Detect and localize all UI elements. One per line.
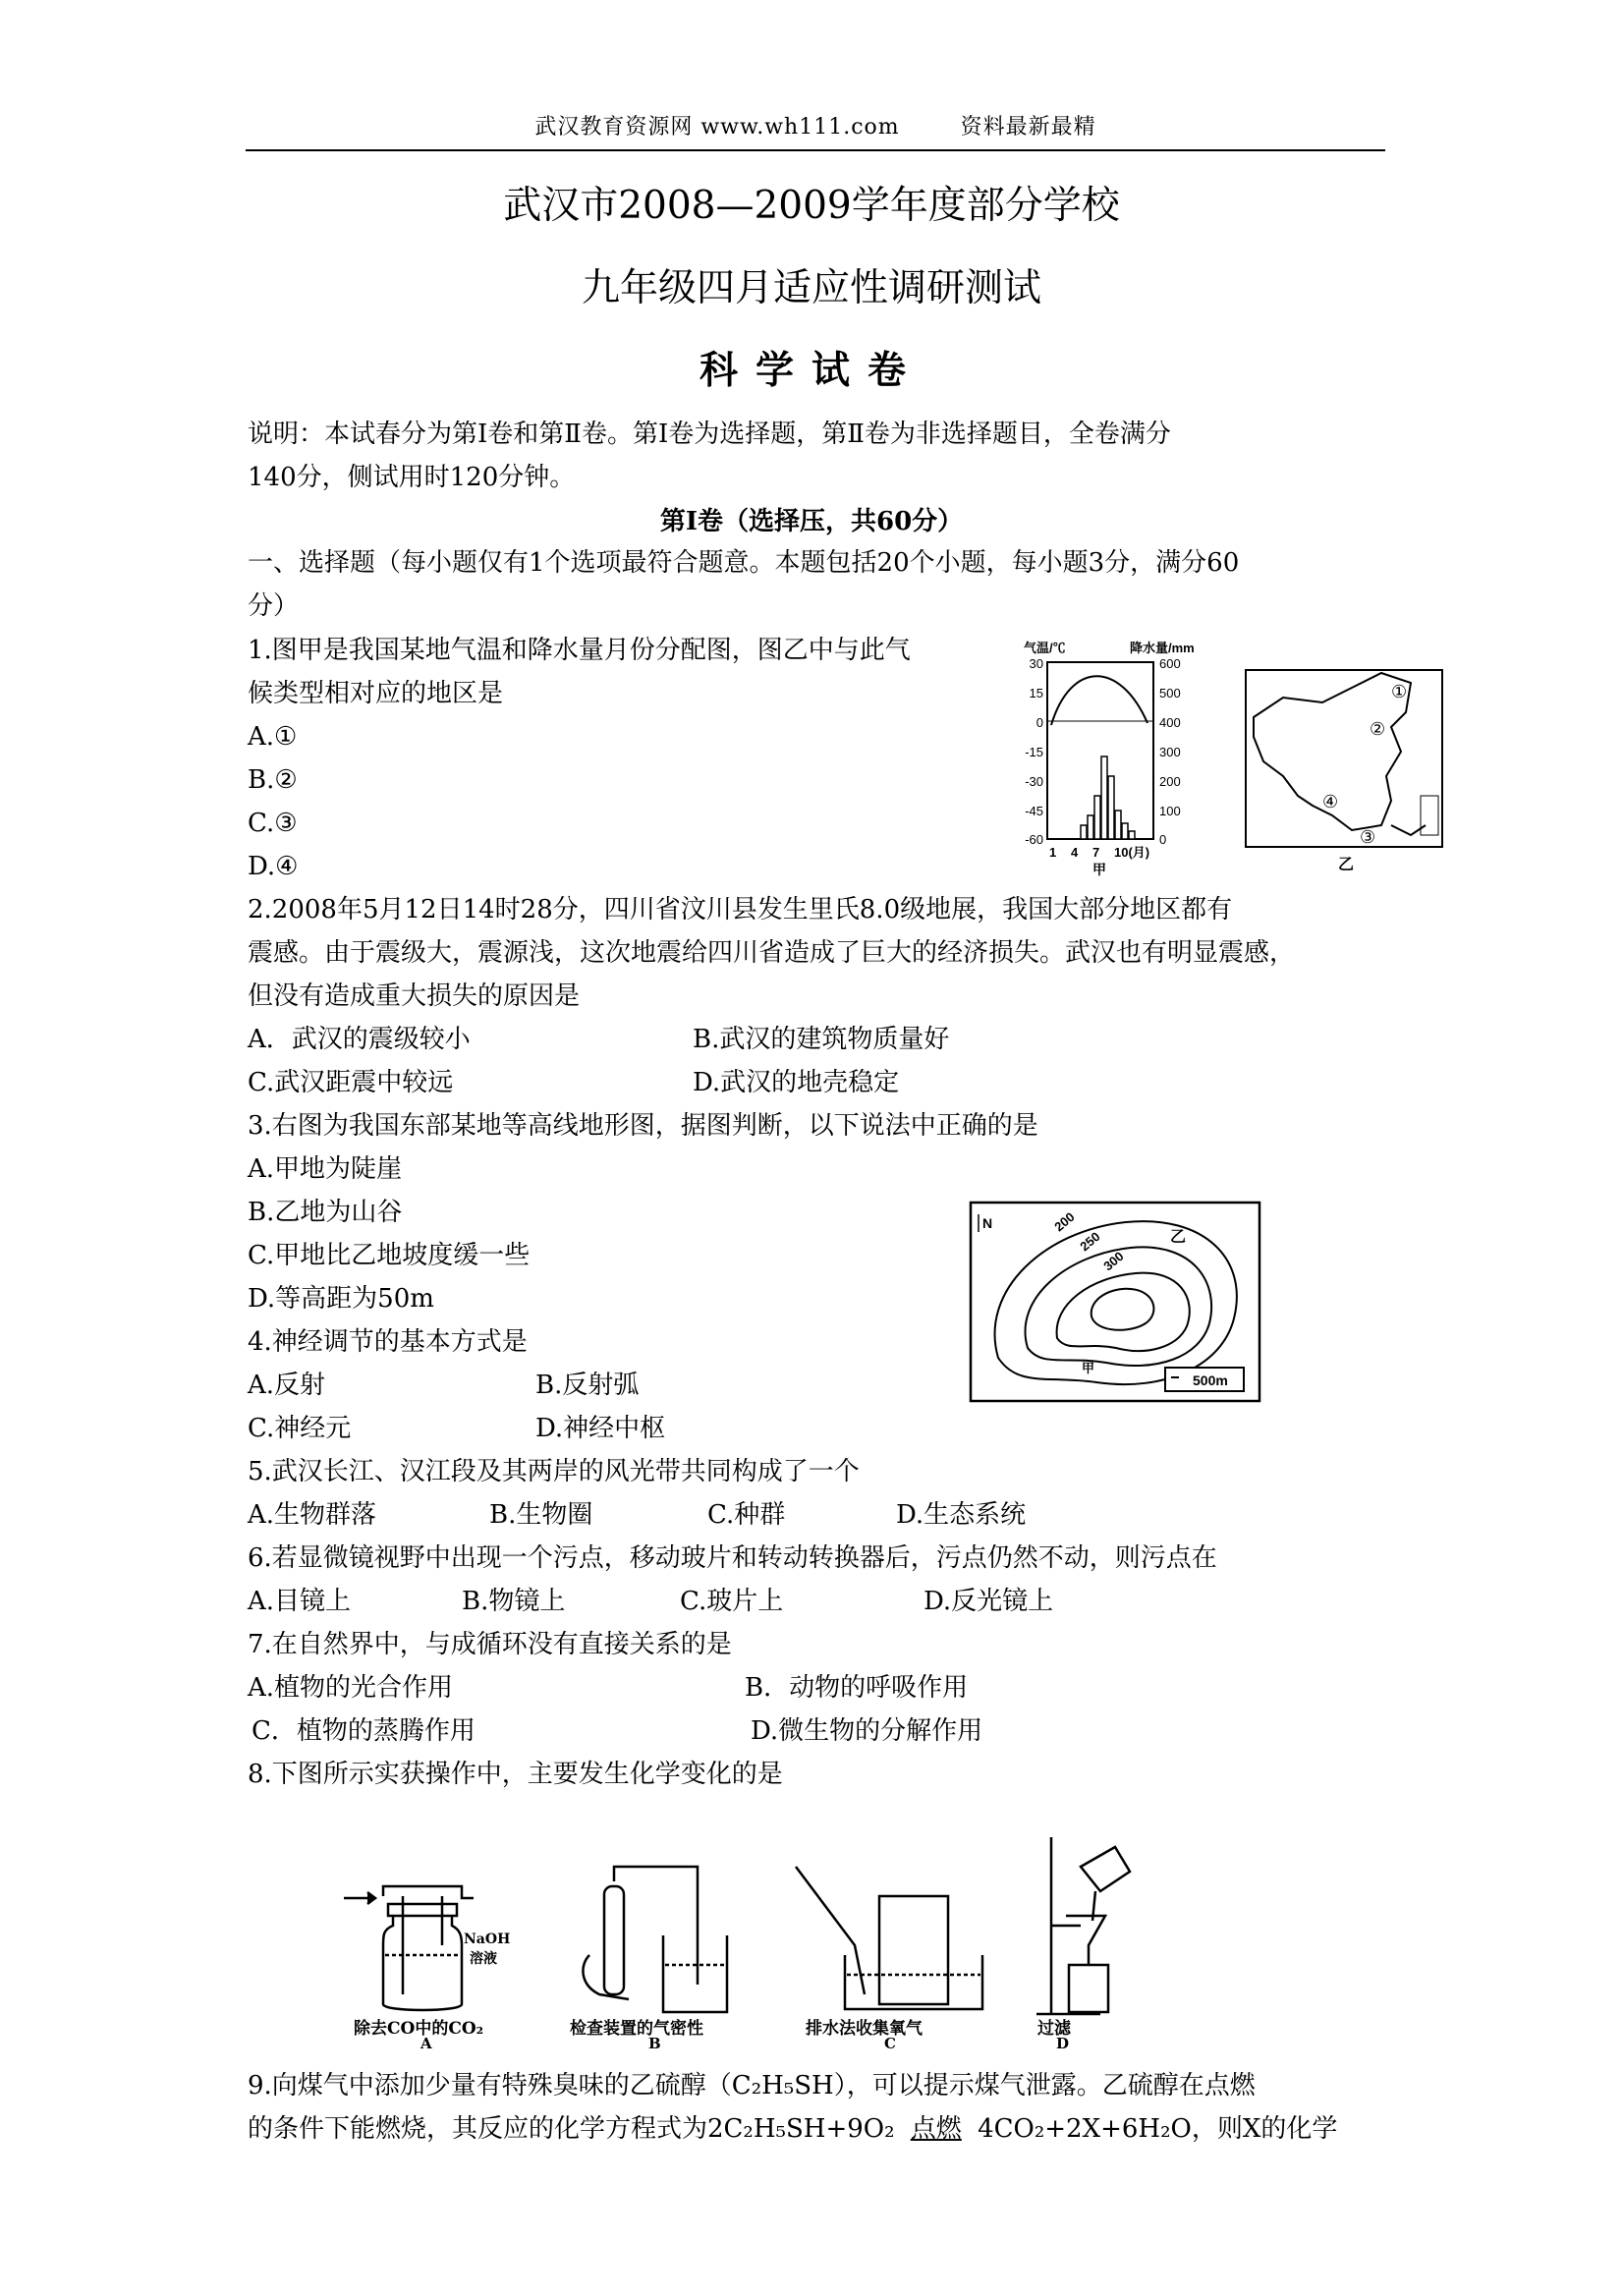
q5-option-c: C.种群 bbox=[707, 1500, 786, 1530]
left-tick: 15 bbox=[1029, 686, 1043, 700]
q4-stem: 4.神经调节的基本方式是 bbox=[248, 1327, 528, 1357]
climate-left-axis-title: 气温/℃ bbox=[1024, 641, 1066, 655]
contour-300 bbox=[1057, 1273, 1190, 1351]
left-tick: -60 bbox=[1025, 832, 1043, 847]
a-note-naoh: NaOH bbox=[464, 1932, 511, 1947]
q6-stem: 6.若显微镜视野中出现一个污点，移动玻片和转动转换器后，污点仍然不动，则污点在 bbox=[248, 1543, 1217, 1573]
q2-line1: 2.2008年5月12日14时28分，四川省汶川县发生里氏8.0级地展，我国大部分地区都有 bbox=[248, 895, 1233, 924]
q2-option-a: A．武汉的震级较小 bbox=[248, 1025, 471, 1054]
figure-china-map bbox=[1244, 668, 1446, 874]
q1-option-d: D.④ bbox=[248, 852, 299, 881]
q8-stem: 8.下图所示实获操作中，主要发生化学变化的是 bbox=[248, 1760, 783, 1789]
q6-option-a: A.目镜上 bbox=[248, 1587, 352, 1616]
apparatus-a bbox=[344, 1886, 474, 2010]
q7-option-c: C．植物的蒸腾作用 bbox=[252, 1716, 476, 1746]
page-header bbox=[246, 110, 1385, 140]
right-tick: 500 bbox=[1159, 686, 1181, 700]
right-tick: 200 bbox=[1159, 774, 1181, 789]
section1-heading: 第Ⅰ卷（选择压，共60分） bbox=[659, 507, 964, 536]
header-slogan: 资料最新最精 bbox=[960, 115, 1096, 140]
figure-climate-chart bbox=[1012, 639, 1228, 879]
north-label: N bbox=[982, 1215, 993, 1231]
q5-option-a: A.生物群落 bbox=[248, 1500, 377, 1530]
left-tick: 0 bbox=[1035, 715, 1043, 730]
intro-line2: 140分，侧试用时120分钟。 bbox=[248, 463, 576, 492]
c-caption: 排水法收集氧气 bbox=[806, 2019, 923, 2039]
q3-option-a: A.甲地为陡崖 bbox=[248, 1154, 403, 1184]
apparatus-c bbox=[796, 1867, 982, 2009]
d-caption: 过滤 bbox=[1037, 2019, 1071, 2039]
right-tick: 600 bbox=[1159, 656, 1181, 671]
q9-line2-part2: 4CO₂+2X+6H₂O，则X的化学 bbox=[978, 2114, 1338, 2144]
right-tick: 400 bbox=[1159, 715, 1181, 730]
map-inset bbox=[1421, 796, 1438, 835]
q5-stem: 5.武汉长江、汉江段及其两岸的风光带共同构成了一个 bbox=[248, 1457, 860, 1486]
q4-option-b: B.反射弧 bbox=[535, 1371, 640, 1400]
label-jia: 甲 bbox=[1082, 1362, 1095, 1376]
precipitation-bars bbox=[1081, 756, 1135, 839]
contour-200 bbox=[995, 1221, 1237, 1384]
q2-line3: 但没有造成重大损失的原因是 bbox=[248, 981, 581, 1011]
left-tick: -45 bbox=[1025, 804, 1043, 818]
q3-option-b: B.乙地为山谷 bbox=[248, 1198, 403, 1227]
q4-option-c: C.神经元 bbox=[248, 1414, 352, 1443]
q3-stem: 3.右图为我国东部某地等高线地形图，据图判断，以下说法中正确的是 bbox=[248, 1111, 1038, 1141]
map-label-3: ③ bbox=[1360, 827, 1376, 848]
intro-line1: 说明：本试春分为第Ⅰ卷和第Ⅱ卷。第Ⅰ卷为选择题，第Ⅱ卷为非选择题目，全卷满分 bbox=[248, 420, 1171, 449]
title-line1: 武汉市2008—2009学年度部分学校 bbox=[503, 184, 1120, 228]
q7-stem: 7.在自然界中，与成循环没有直接关系的是 bbox=[248, 1630, 732, 1659]
q6-option-b: B.物镜上 bbox=[462, 1587, 566, 1616]
header-rule bbox=[246, 149, 1385, 151]
q2-option-d: D.武汉的地壳稳定 bbox=[693, 1068, 900, 1097]
figure-lab-apparatus bbox=[334, 1827, 1434, 2048]
x-tick: 10(月) bbox=[1114, 845, 1150, 860]
left-tick: -15 bbox=[1025, 745, 1043, 759]
q9-line2 bbox=[248, 2112, 1337, 2146]
climate-right-axis-title: 降水量/mm bbox=[1130, 641, 1195, 655]
x-tick: 4 bbox=[1071, 845, 1079, 860]
part1-line1: 一、选择题（每小题仅有1个选项最符合题意。本题包括20个小题，每小题3分，满分60 bbox=[248, 548, 1240, 578]
contour-label-200: 200 bbox=[1051, 1208, 1078, 1235]
left-tick: 30 bbox=[1029, 656, 1043, 671]
label-yi: 乙 bbox=[1170, 1227, 1187, 1246]
q1-option-b: B.② bbox=[248, 765, 298, 795]
q6-option-d: D.反光镜上 bbox=[923, 1587, 1054, 1616]
q7-option-b: B．动物的呼吸作用 bbox=[745, 1673, 969, 1703]
c-letter: C bbox=[884, 2035, 896, 2048]
q3-option-c: C.甲地比乙地坡度缓一些 bbox=[248, 1241, 531, 1270]
contour-label-250: 250 bbox=[1077, 1228, 1103, 1255]
q1-line1: 1.图甲是我国某地气温和降水量月份分配图，图乙中与此气 bbox=[248, 636, 911, 665]
q9-line1: 9.向煤气中添加少量有特殊臭味的乙硫醇（C₂H₅SH），可以提示煤气泄露。乙硫醇在点燃 bbox=[248, 2071, 1256, 2100]
a-letter: A bbox=[420, 2035, 432, 2048]
right-tick: 100 bbox=[1159, 804, 1181, 818]
q4-option-a: A.反射 bbox=[248, 1371, 326, 1400]
d-letter: D bbox=[1056, 2035, 1070, 2048]
map-label-1: ① bbox=[1391, 682, 1408, 702]
q2-line2: 震感。由于震级大，震源浅，这次地震给四川省造成了巨大的经济损失。武汉也有明显震感， bbox=[248, 938, 1296, 968]
b-letter: B bbox=[648, 2035, 661, 2048]
q5-option-d: D.生态系统 bbox=[896, 1500, 1027, 1530]
title-line2: 九年级四月适应性调研测试 bbox=[581, 266, 1041, 310]
title-line3: 科学试卷 bbox=[699, 348, 923, 393]
q2-option-b: B.武汉的建筑物质量好 bbox=[693, 1025, 950, 1054]
a-caption: 除去CO中的CO₂ bbox=[354, 2019, 484, 2039]
scale-label: 500m bbox=[1193, 1372, 1228, 1388]
q5-option-b: B.生物圈 bbox=[489, 1500, 593, 1530]
q1-line2: 候类型相对应的地区是 bbox=[248, 679, 504, 708]
contour-label-300: 300 bbox=[1100, 1248, 1127, 1274]
left-tick: -30 bbox=[1025, 774, 1043, 789]
q1-option-c: C.③ bbox=[248, 809, 298, 838]
q7-option-d: D.微生物的分解作用 bbox=[751, 1716, 983, 1746]
q7-option-a: A.植物的光合作用 bbox=[248, 1673, 454, 1703]
b-caption: 检查装置的气密性 bbox=[570, 2019, 703, 2039]
map-frame bbox=[1246, 670, 1442, 847]
q6-option-c: C.玻片上 bbox=[680, 1587, 784, 1616]
a-note-solution: 溶液 bbox=[470, 1951, 497, 1967]
map-label-4: ④ bbox=[1322, 792, 1339, 812]
climate-caption: 甲 bbox=[1092, 862, 1106, 877]
q2-option-c: C.武汉距震中较远 bbox=[248, 1068, 454, 1097]
q4-option-d: D.神经中枢 bbox=[535, 1414, 666, 1443]
temperature-curve bbox=[1051, 676, 1147, 725]
x-tick: 1 bbox=[1049, 845, 1057, 860]
contour-summit bbox=[1091, 1289, 1154, 1330]
map-caption: 乙 bbox=[1338, 855, 1355, 873]
part1-line2: 分） bbox=[248, 591, 300, 621]
q1-option-a: A.① bbox=[248, 722, 298, 752]
right-tick: 0 bbox=[1159, 832, 1167, 847]
header-url: www.wh111.com bbox=[700, 115, 900, 140]
q9-line2-part1: 的条件下能燃烧，其反应的化学方程式为2C₂H₅SH+9O₂ bbox=[248, 2114, 895, 2144]
q3-option-d: D.等高距为50m bbox=[248, 1284, 434, 1314]
apparatus-d bbox=[1036, 1837, 1130, 2014]
map-label-2: ② bbox=[1370, 719, 1386, 740]
x-tick: 7 bbox=[1092, 845, 1100, 860]
header-site: 武汉教育资源网 bbox=[534, 115, 694, 140]
apparatus-b bbox=[583, 1867, 727, 2012]
q9-condition: 点燃 bbox=[910, 2114, 962, 2144]
figure-contour-map bbox=[969, 1201, 1263, 1405]
right-tick: 300 bbox=[1159, 745, 1181, 759]
